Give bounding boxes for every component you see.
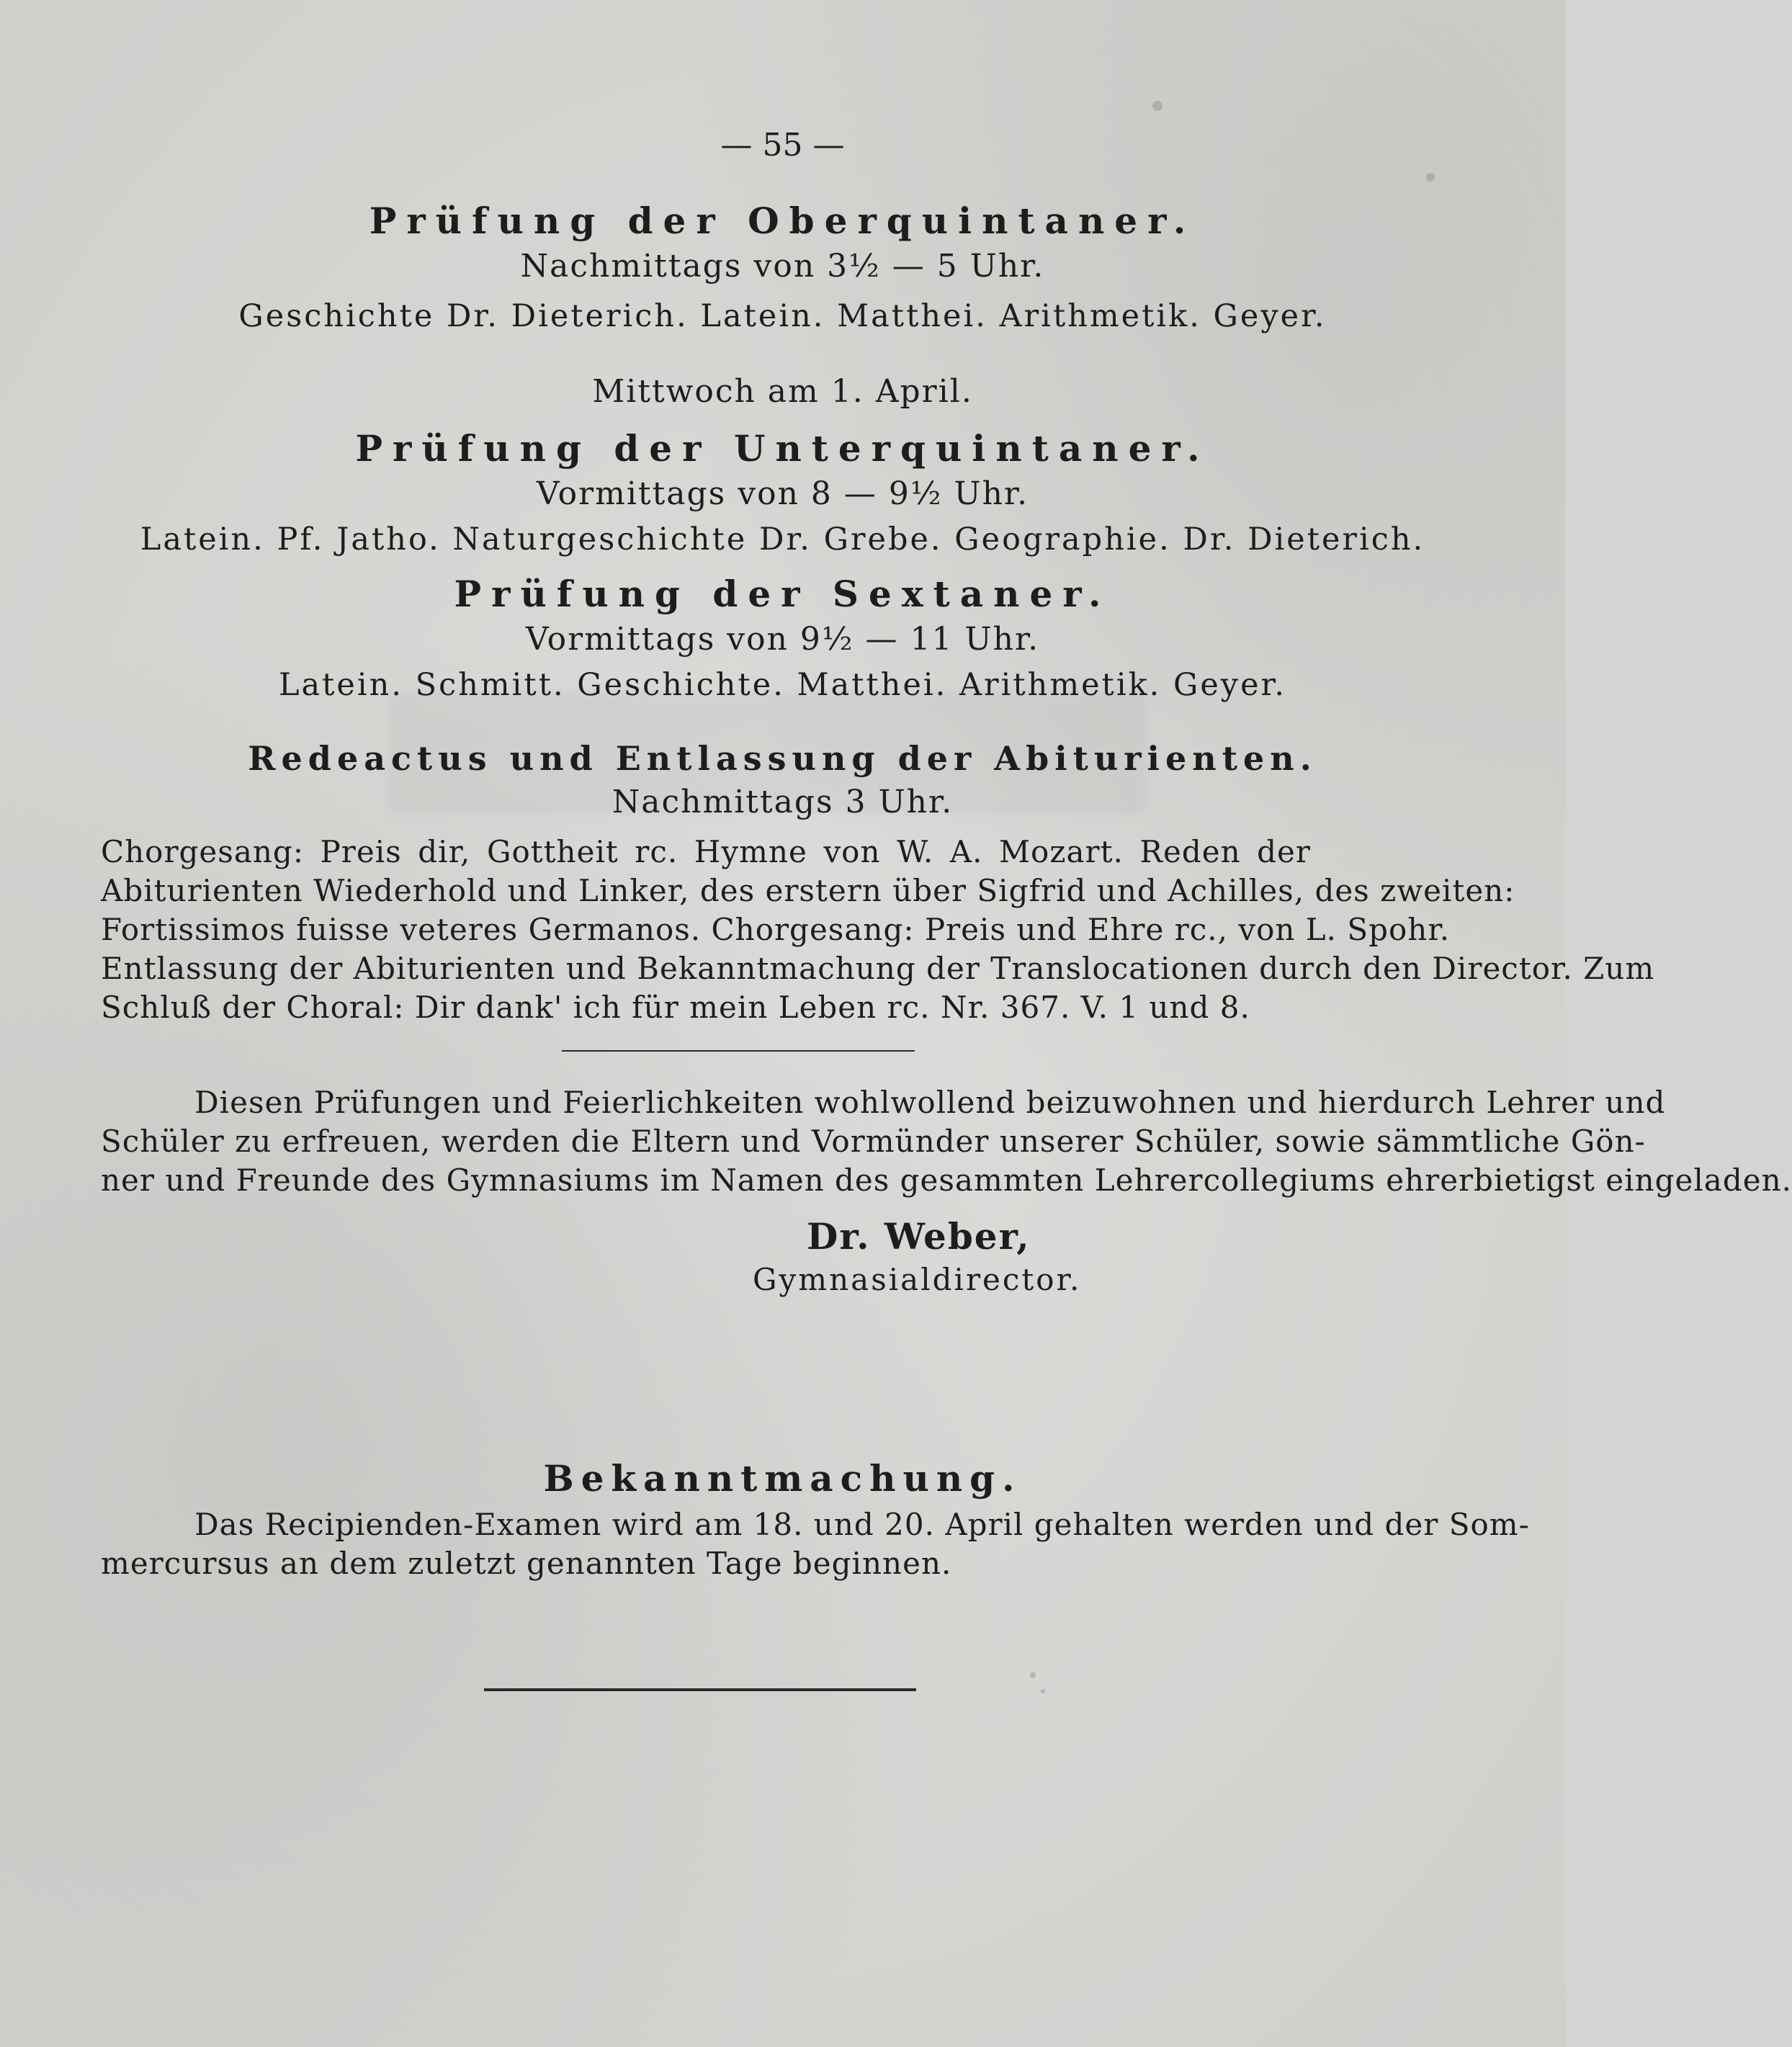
redeactus-time: Nachmittags 3 Uhr.	[611, 784, 954, 820]
signature-name: Dr. Weber,	[807, 1215, 1031, 1258]
signature-title: Gymnasialdirector.	[753, 1262, 1082, 1297]
page-number: — 55 —	[720, 127, 845, 164]
redeactus-heading: Redeactus und Entlassung der Abiturienten.	[248, 739, 1317, 778]
closing-rule	[484, 1688, 916, 1691]
section-subjects-unterquintaner: Latein. Pf. Jatho. Naturgeschichte Dr. Grebe. Geographie. Dr. Dieterich.	[140, 521, 1425, 557]
section-heading-unterquintaner: Prüfung der Unterquintaner.	[355, 427, 1210, 470]
invitation-line: ner und Freunde des Gymnasiums im Namen des gesammten Lehrercollegiums ehrerbietigst eingeladen.	[101, 1163, 1792, 1198]
section-time-sextaner: Vormittags von 9½ — 11 Uhr.	[525, 621, 1040, 658]
section-divider	[562, 1050, 915, 1052]
section-subjects-sextaner: Latein. Schmitt. Geschichte. Matthei. Arithmetik. Geyer.	[278, 667, 1287, 703]
redeactus-line: Chorgesang: Preis dir, Gottheit rc. Hymne von W. A. Mozart. Reden der	[101, 834, 1311, 869]
paper-stain	[1426, 173, 1435, 182]
redeactus-line: Fortissimos fuisse veteres Germanos. Chorgesang: Preis und Ehre rc., von L. Spohr.	[101, 912, 1451, 947]
invitation-line: Diesen Prüfungen und Feierlichkeiten wohlwollend beizuwohnen und hierdurch Lehrer und	[194, 1085, 1666, 1120]
redeactus-line: Entlassung der Abiturienten und Bekanntmachung der Translocationen durch den Director. Zum	[101, 951, 1655, 986]
section-subjects-oberquintaner: Geschichte Dr. Dieterich. Latein. Matthei. Arithmetik. Geyer.	[238, 298, 1327, 334]
paper-stain	[1152, 101, 1162, 111]
redeactus-line: Schluß der Choral: Dir dank' ich für mein Leben rc. Nr. 367. V. 1 und 8.	[101, 990, 1250, 1025]
paper-stain	[1041, 1689, 1045, 1693]
redeactus-line: Abiturienten Wiederhold und Linker, des erstern über Sigfrid und Achilles, des zweiten:	[101, 873, 1515, 908]
paper-stain	[1030, 1672, 1036, 1678]
section-time-oberquintaner: Nachmittags von 3½ — 5 Uhr.	[520, 248, 1045, 285]
section-heading-oberquintaner: Prüfung der Oberquintaner.	[369, 200, 1196, 242]
section-heading-sextaner: Prüfung der Sextaner.	[454, 573, 1111, 615]
announcement-heading: Bekanntmachung.	[543, 1457, 1022, 1500]
section-time-unterquintaner: Vormittags von 8 — 9½ Uhr.	[536, 475, 1029, 512]
announcement-line: mercursus an dem zuletzt genannten Tage beginnen.	[101, 1546, 952, 1581]
announcement-line: Das Recipienden-Examen wird am 18. und 20. April gehalten werden und der Som-	[194, 1507, 1530, 1542]
invitation-line: Schüler zu erfreuen, werden die Eltern und Vormünder unserer Schüler, sowie sämmtliche Gön-	[101, 1124, 1646, 1159]
day-heading: Mittwoch am 1. April.	[592, 373, 973, 410]
